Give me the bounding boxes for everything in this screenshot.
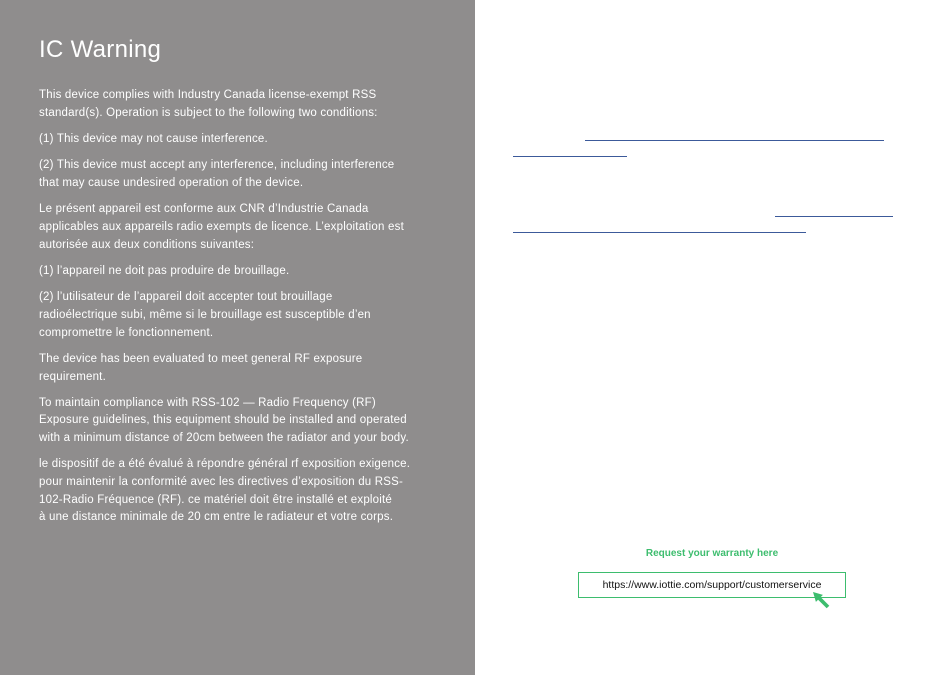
text-line: compromettre le fonctionnement.	[39, 326, 214, 339]
link-underline	[513, 232, 806, 233]
warranty-url-text: https://www.iottie.com/support/customerservice	[602, 579, 822, 591]
text-line: applicables aux appareils radio exempts de licence. L’exploitation est	[39, 220, 404, 233]
text-line: standard(s). Operation is subject to the following two conditions:	[39, 106, 378, 119]
text-line: 102-Radio Fréquence (RF). ce matériel doit être installé et exploité	[39, 493, 393, 506]
text-line: This device complies with Industry Canada license-exempt RSS	[39, 89, 377, 101]
text-line: pour maintenir la conformité avec les directives d’exposition du RSS-	[39, 476, 404, 489]
warranty-url-link[interactable]	[578, 572, 846, 598]
paragraph-rf-fr	[39, 456, 469, 526]
paragraph-rss-102	[39, 395, 469, 448]
link-underline	[513, 156, 627, 157]
paragraph-condition-fr-1	[39, 263, 469, 281]
text-line: requirement.	[39, 370, 106, 383]
paragraph-conformite	[39, 201, 469, 254]
paragraph-rf-evaluation	[39, 351, 469, 386]
text-line: (2) l’utilisateur de l’appareil doit accepter tout brouillage	[39, 291, 333, 304]
text-line: autorisée aux deux conditions suivantes:	[39, 238, 255, 251]
text-line: (2) This device must accept any interference, including interference	[39, 159, 395, 172]
paragraph-condition-fr-2	[39, 289, 469, 342]
text-line: (1) This device may not cause interference.	[39, 132, 268, 145]
text-line: radioélectrique subi, même si le brouillage est susceptible d’en	[39, 308, 371, 321]
text-line: Exposure guidelines, this equipment should be installed and operated	[39, 414, 407, 427]
cursor-arrow-icon	[812, 591, 832, 611]
text-line: The device has been evaluated to meet general RF exposure	[39, 352, 363, 365]
text-line: Le présent appareil est conforme aux CNR d’Industrie Canada	[39, 203, 369, 216]
ic-warning-text	[39, 87, 469, 536]
text-line: (1) l’appareil ne doit pas produire de brouillage.	[39, 264, 290, 277]
paragraph-compliance	[39, 87, 469, 122]
text-line: à une distance minimale de 20 cm entre le radiateur et votre corps.	[39, 511, 394, 524]
page-title: IC Warning	[39, 36, 162, 63]
warranty-request-label: Request your warranty here	[645, 548, 779, 559]
text-line: that may cause undesired operation of the device.	[39, 176, 304, 189]
text-line: le dispositif de a été évalué à répondre général rf exposition exigence.	[39, 458, 411, 471]
text-line: with a minimum distance of 20cm between the radiator and your body.	[39, 432, 409, 445]
paragraph-condition-1	[39, 131, 469, 149]
text-line: To maintain compliance with RSS-102 — Radio Frequency (RF)	[39, 396, 376, 409]
link-underline	[775, 216, 893, 217]
link-underline	[585, 140, 884, 141]
paragraph-condition-2	[39, 157, 469, 192]
